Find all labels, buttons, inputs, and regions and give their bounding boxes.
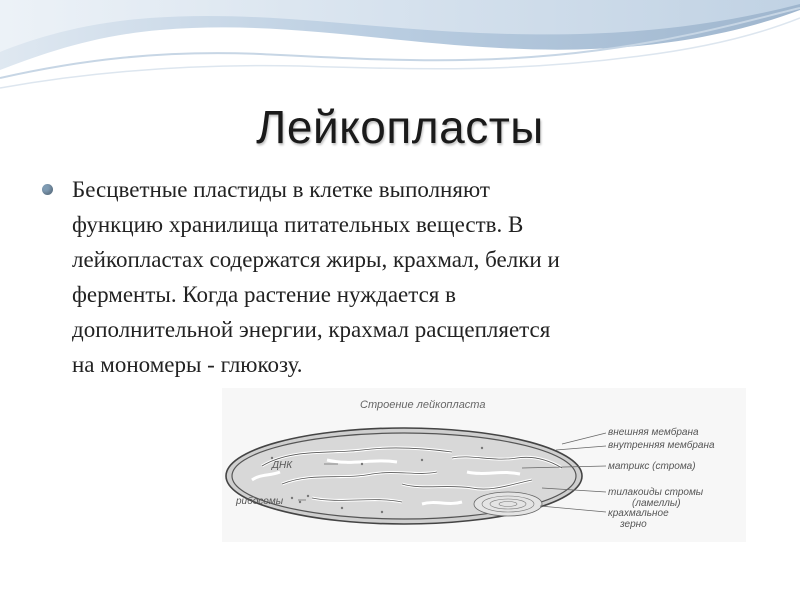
leucoplast-diagram	[222, 388, 746, 542]
label-thylakoids: тилакоиды стромы	[608, 487, 704, 498]
label-outer-membrane: внешняя мембрана	[608, 427, 699, 438]
label-dna: ДНК	[272, 460, 293, 471]
slide-title: Лейкопласты	[256, 101, 544, 153]
body-line: функцию хранилища питательных веществ. В	[72, 212, 524, 237]
body-line: дополнительной энергии, крахмал расщепляется	[72, 317, 551, 342]
label-inner-membrane: внутренняя мембрана	[608, 440, 715, 451]
header-wave-decoration	[0, 0, 800, 110]
body-line: лейкопластах содержатся жиры, крахмал, белки и	[72, 247, 560, 272]
label-starch-grain: зерно	[620, 519, 647, 530]
body-text	[72, 172, 742, 382]
bullet-dot-icon	[42, 184, 53, 195]
label-starch: крахмальное	[608, 508, 669, 519]
bullet-paragraph	[42, 172, 742, 382]
body-line: на мономеры - глюкозу.	[72, 352, 303, 377]
label-ribosomes: рибосомы	[236, 496, 284, 507]
starch-grain-shape	[474, 492, 542, 516]
body-line: ферменты. Когда растение нуждается в	[72, 282, 456, 307]
diagram-title: Строение лейкопласта	[360, 399, 486, 411]
label-lamellae: (ламеллы)	[632, 498, 681, 509]
body-line: Бесцветные пластиды в клетке выполняют	[72, 177, 490, 202]
leucoplast-diagram-svg	[222, 388, 746, 542]
label-matrix: матрикс (строма)	[608, 461, 696, 472]
